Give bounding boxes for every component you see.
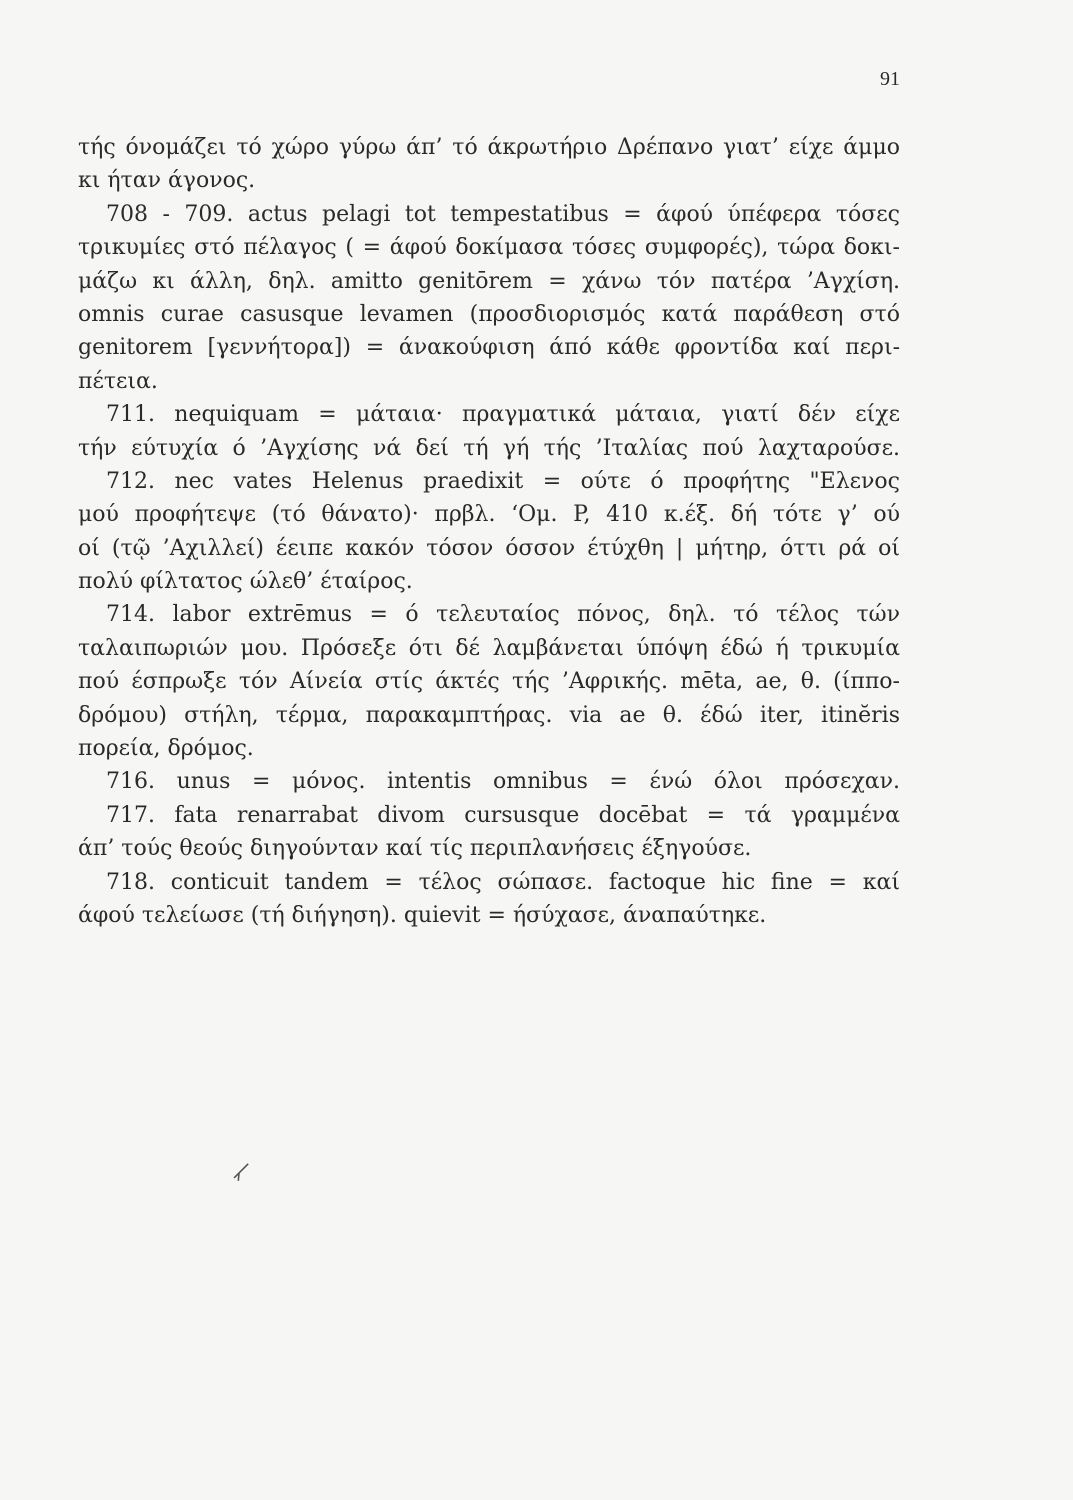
text-line: genitorem [γεννήτορα]) = άνακούφιση άπό κάθε φροντίδα καί περι-	[78, 335, 900, 361]
text-line: κι ήταν άγονος.	[78, 168, 256, 194]
commentary-text	[78, 131, 900, 932]
text-line: τήν εύτυχία ό ’Αγχίσης νά δεί τή γή τής ’Ιταλίας πού λαχταρούσε.	[78, 435, 900, 461]
text-line: 716. unus = μόνος. intentis omnibus = ένώ όλοι πρόσεχαν.	[106, 769, 900, 795]
text-line: μού προφήτεψε (τό θάνατο)· πρβλ. ‘Ομ. P, 410 κ.έξ. δή τότε γ’ ού	[78, 502, 900, 528]
text-line: πολύ φίλτατος ώλεθ’ έταίρος.	[78, 569, 413, 595]
text-line: πέτεια.	[78, 368, 158, 394]
text-line: άφού τελείωσε (τή διήγηση). quievit = ήσύχασε, άναπαύτηκε.	[78, 902, 767, 928]
text-line: 711. nequiquam = μάταια· πραγματικά μάταια, γιατί δέν είχε	[106, 402, 900, 428]
text-line: μάζω κι άλλη, δηλ. amitto genitōrem = χάνω τόν πατέρα ’Αγχίση.	[78, 268, 900, 294]
text-line: 718. conticuit tandem = τέλος σώπασε. factoque hic fine = καί	[106, 869, 900, 895]
stray-ink-mark	[223, 1157, 254, 1188]
text-line: δρόμου) στήλη, τέρμα, παρακαμπτήρας. via ae θ. έδώ iter, itinĕris	[78, 702, 900, 728]
text-line: πορεία, δρόμος.	[78, 736, 254, 762]
text-line: τής όνομάζει τό χώρο γύρω άπ’ τό άκρωτήριο Δρέπανο γιατ’ είχε άμμο	[78, 135, 900, 160]
text-line: 714. labor extrēmus = ό τελευταίος πόνος, δηλ. τό τέλος τών	[106, 602, 900, 628]
text-line: 717. fata renarrabat divom cursusque docēbat = τά γραμμένα	[106, 802, 900, 828]
text-line: τρικυμίες στό πέλαγος ( = άφού δοκίμασα τόσες συμφορές), τώρα δοκι-	[78, 235, 900, 261]
text-line: άπ’ τούς θεούς διηγούνταν καί τίς περιπλανήσεις έξηγούσε.	[78, 836, 752, 862]
text-line: omnis curae casusque levamen (προσδιορισμός κατά παράθεση στό	[78, 301, 900, 327]
text-line: 712. nec vates Helenus praedixit = ούτε ό προφήτης "Ελενος	[106, 468, 900, 494]
page-number: 91	[880, 68, 900, 90]
text-line: οί (τῷ ’Αχιλλεί) έειπε κακόν τόσον όσσον έτύχθη | μήτηρ, όττι ρά οί	[78, 535, 900, 561]
text-line: 708 - 709. actus pelagi tot tempestatibus = άφού ύπέφερα τόσες	[106, 201, 900, 227]
text-line: ταλαιπωριών μου. Πρόσεξε ότι δέ λαμβάνεται ύπόψη έδώ ή τρικυμία	[78, 635, 900, 661]
text-line: πού έσπρωξε τόν Αίνεία στίς άκτές τής ’Αφρικής. mēta, ae, θ. (ίππο-	[78, 669, 900, 695]
